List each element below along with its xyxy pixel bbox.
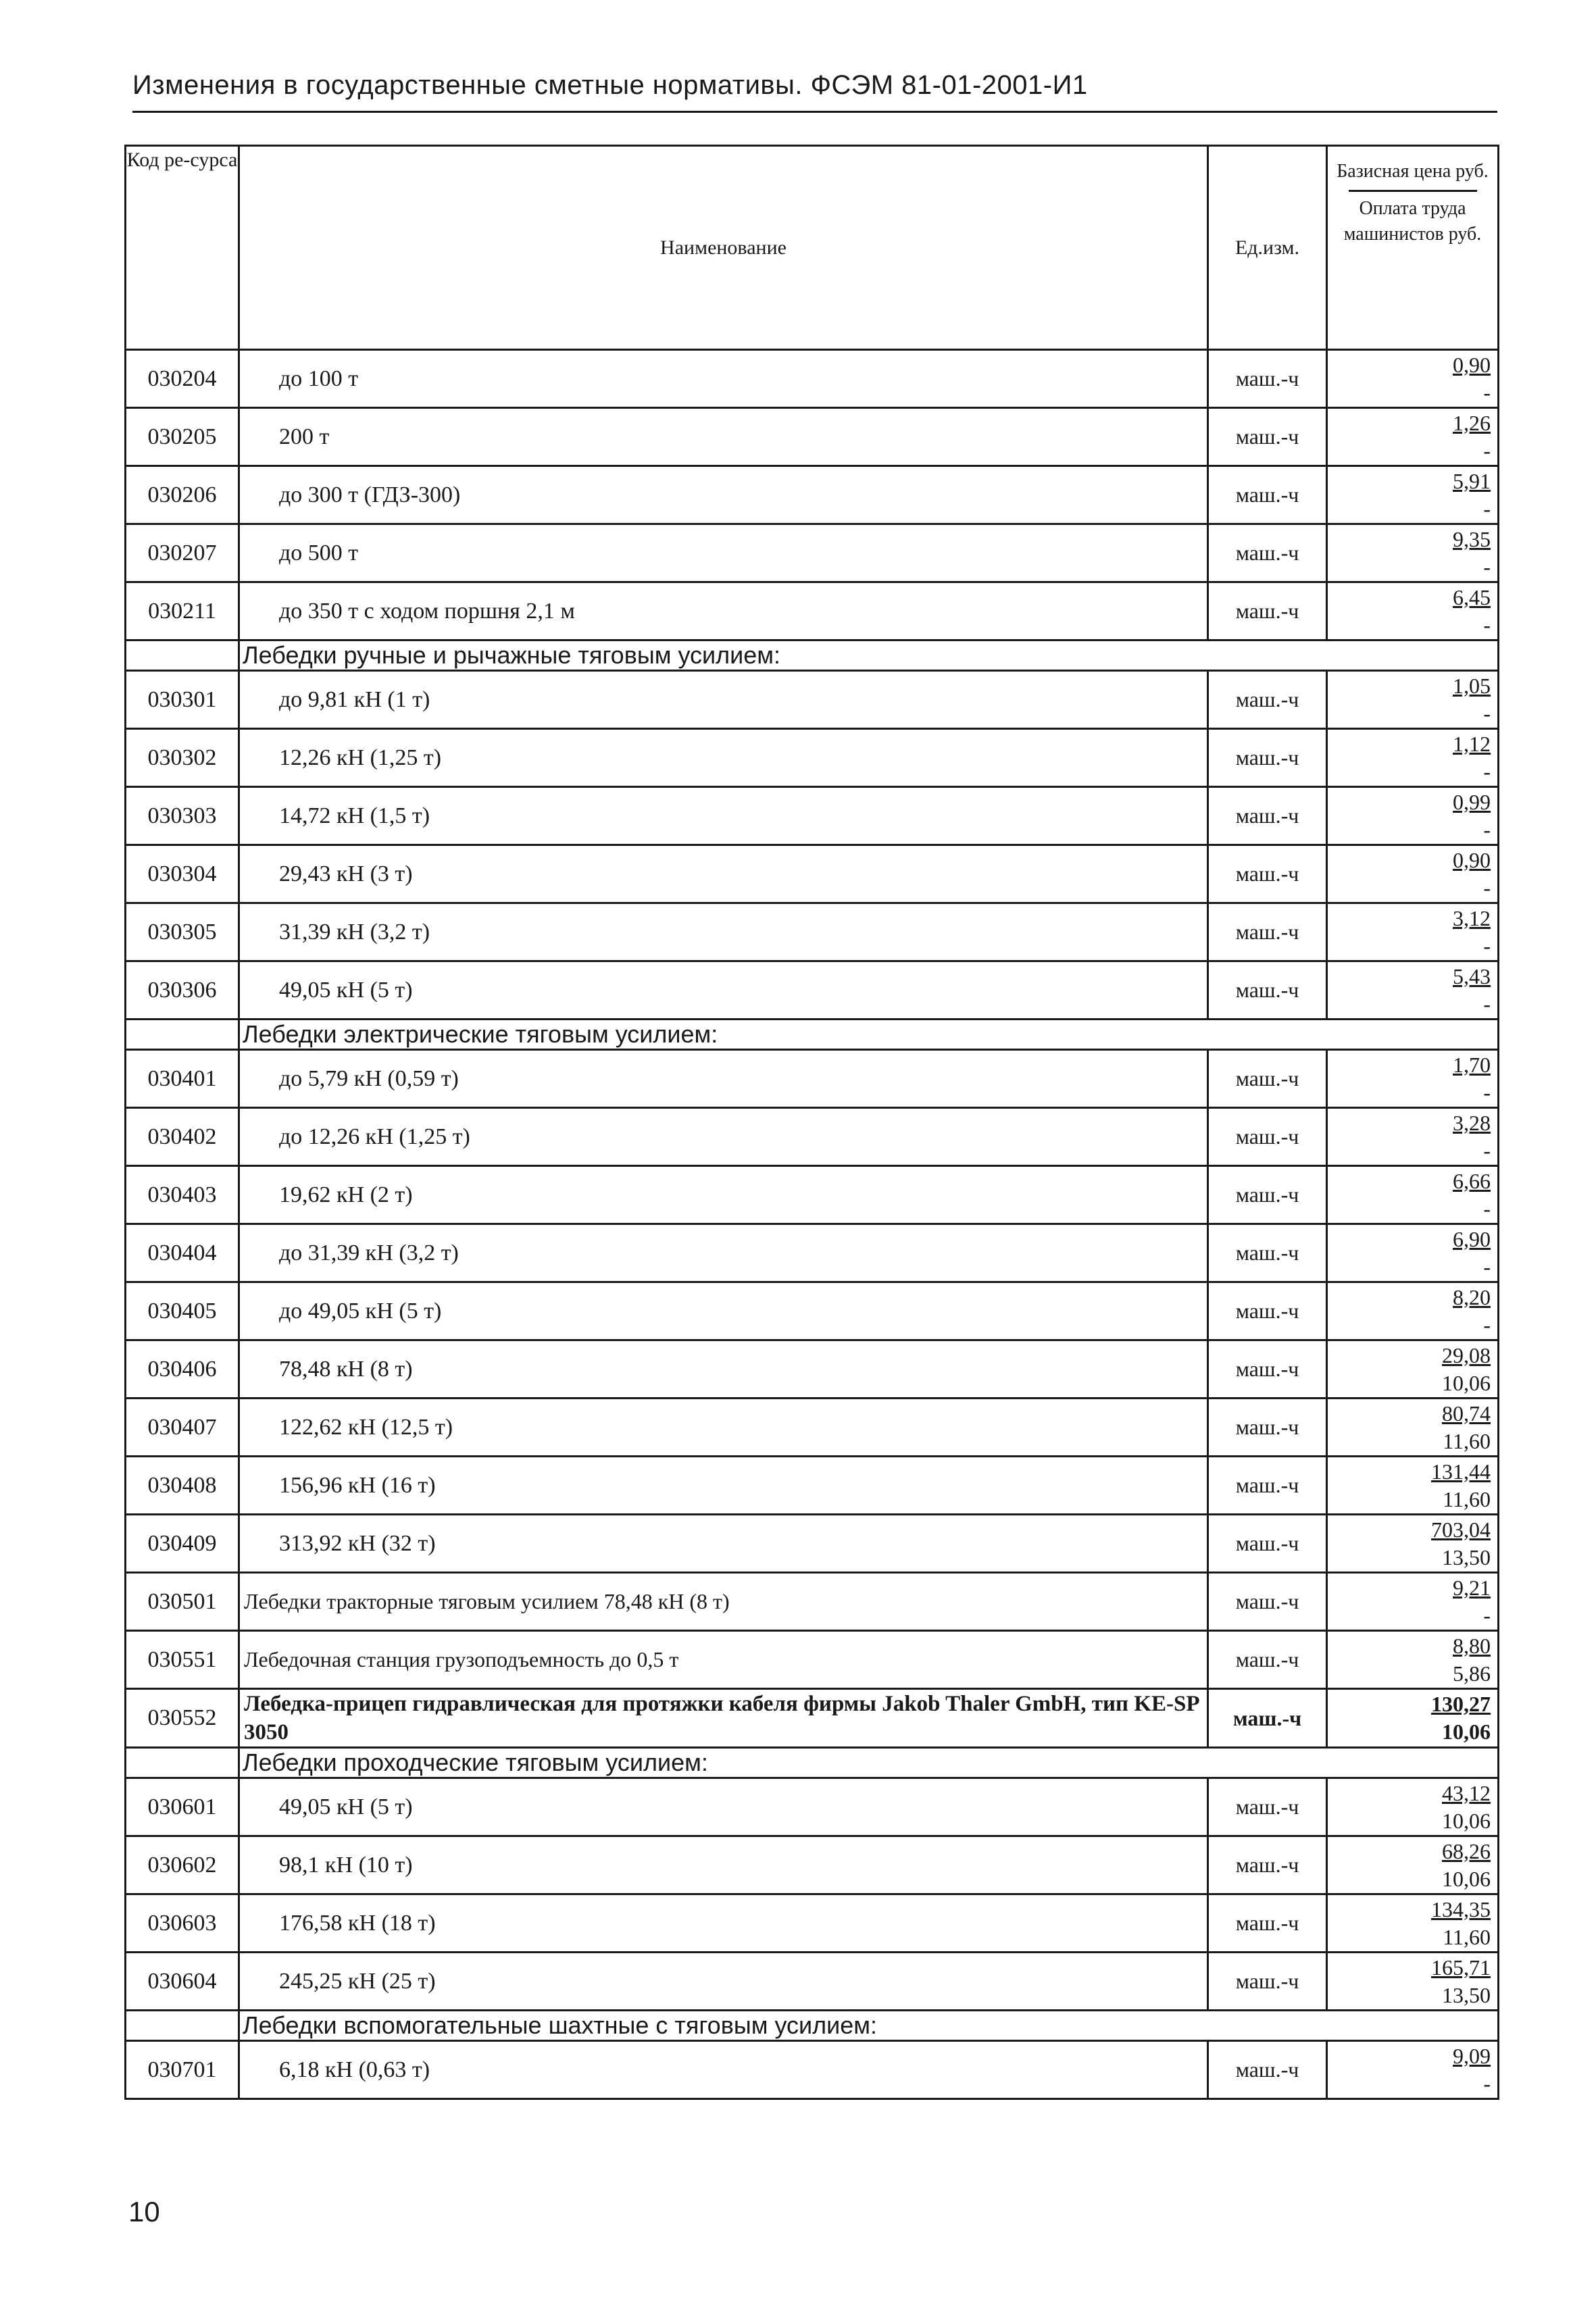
resource-unit: маш.-ч xyxy=(1208,1573,1327,1631)
section-title: Лебедки вспомогательные шахтные с тяговым усилием: xyxy=(239,2011,1499,2041)
price-cell xyxy=(1327,1224,1499,1282)
table-row xyxy=(126,671,1499,729)
resource-name: до 350 т с ходом поршня 2,1 м xyxy=(239,582,1208,640)
section-title: Лебедки ручные и рычажные тяговым усилием: xyxy=(239,640,1499,671)
resource-name: Лебедки тракторные тяговым усилием 78,48 кН (8 т) xyxy=(239,1573,1208,1631)
header-name: Наименование xyxy=(239,146,1208,350)
resource-name: до 12,26 кН (1,25 т) xyxy=(239,1108,1208,1166)
resource-name: 19,62 кН (2 т) xyxy=(239,1166,1208,1224)
resource-name: 200 т xyxy=(239,408,1208,466)
base-price: 9,09 xyxy=(1453,2043,1491,2068)
resource-name: 6,18 кН (0,63 т) xyxy=(239,2041,1208,2099)
table-row xyxy=(126,1399,1499,1457)
page-number: 10 xyxy=(128,2196,160,2228)
operator-pay: - xyxy=(1483,1196,1491,1221)
table-row xyxy=(126,1631,1499,1689)
price-cell xyxy=(1327,1282,1499,1340)
resource-code: 030303 xyxy=(126,787,239,845)
resource-name: 98,1 кН (10 т) xyxy=(239,1836,1208,1894)
price-cell xyxy=(1327,524,1499,582)
resource-unit: маш.-ч xyxy=(1208,1894,1327,1953)
base-price: 68,26 xyxy=(1442,1838,1491,1863)
section-code-cell xyxy=(126,1748,239,1778)
operator-pay: 10,06 xyxy=(1442,1719,1491,1744)
resource-unit: маш.-ч xyxy=(1208,1108,1327,1166)
resource-unit: маш.-ч xyxy=(1208,729,1327,787)
resource-code: 030302 xyxy=(126,729,239,787)
table-row xyxy=(126,350,1499,408)
resource-code: 030604 xyxy=(126,1953,239,2011)
resource-code: 030207 xyxy=(126,524,239,582)
price-cell xyxy=(1327,350,1499,408)
base-price: 6,45 xyxy=(1453,584,1491,609)
resource-unit: маш.-ч xyxy=(1208,1778,1327,1836)
operator-pay: - xyxy=(1483,817,1491,842)
resource-code: 030204 xyxy=(126,350,239,408)
section-code-cell xyxy=(126,640,239,671)
base-price: 1,12 xyxy=(1453,731,1491,756)
resource-name: 313,92 кН (32 т) xyxy=(239,1515,1208,1573)
base-price: 134,35 xyxy=(1431,1896,1491,1921)
base-price: 9,35 xyxy=(1453,526,1491,551)
table-row xyxy=(126,1778,1499,1836)
operator-pay: 10,06 xyxy=(1442,1808,1491,1833)
resource-unit: маш.-ч xyxy=(1208,408,1327,466)
resource-code: 030304 xyxy=(126,845,239,903)
resource-code: 030552 xyxy=(126,1689,239,1748)
base-price: 29,08 xyxy=(1442,1342,1491,1367)
table-body xyxy=(126,350,1499,2099)
resource-name: 156,96 кН (16 т) xyxy=(239,1457,1208,1515)
operator-pay: 11,60 xyxy=(1443,1486,1491,1511)
resource-name: 78,48 кН (8 т) xyxy=(239,1340,1208,1399)
resource-code: 030603 xyxy=(126,1894,239,1953)
operator-pay: - xyxy=(1483,2071,1491,2096)
price-cell xyxy=(1327,582,1499,640)
section-row xyxy=(126,640,1499,671)
operator-pay: 13,50 xyxy=(1442,1544,1491,1569)
base-price: 3,12 xyxy=(1453,905,1491,930)
resource-name: до 31,39 кН (3,2 т) xyxy=(239,1224,1208,1282)
section-row xyxy=(126,2011,1499,2041)
resource-unit: маш.-ч xyxy=(1208,1457,1327,1515)
section-title: Лебедки электрические тяговым усилием: xyxy=(239,1020,1499,1050)
operator-pay: 13,50 xyxy=(1442,1982,1491,2007)
resource-name: до 100 т xyxy=(239,350,1208,408)
resource-unit: маш.-ч xyxy=(1208,1399,1327,1457)
table-row xyxy=(126,1050,1499,1108)
resource-unit: маш.-ч xyxy=(1208,2041,1327,2099)
operator-pay: - xyxy=(1483,701,1491,726)
operator-pay: - xyxy=(1483,1254,1491,1279)
operator-pay: - xyxy=(1483,1603,1491,1628)
base-price: 130,27 xyxy=(1431,1692,1491,1716)
resource-code: 030404 xyxy=(126,1224,239,1282)
resource-name: до 500 т xyxy=(239,524,1208,582)
resource-unit: маш.-ч xyxy=(1208,961,1327,1020)
table-row xyxy=(126,787,1499,845)
operator-pay: - xyxy=(1483,380,1491,405)
resource-name: 122,62 кН (12,5 т) xyxy=(239,1399,1208,1457)
price-cell xyxy=(1327,1166,1499,1224)
resource-unit: маш.-ч xyxy=(1208,1224,1327,1282)
price-cell xyxy=(1327,1399,1499,1457)
table-row xyxy=(126,1108,1499,1166)
resource-code: 030306 xyxy=(126,961,239,1020)
base-price: 703,04 xyxy=(1431,1517,1491,1542)
resource-unit: маш.-ч xyxy=(1208,1515,1327,1573)
resource-unit: маш.-ч xyxy=(1208,787,1327,845)
operator-pay: - xyxy=(1483,554,1491,579)
table-row xyxy=(126,582,1499,640)
resource-code: 030403 xyxy=(126,1166,239,1224)
table-row xyxy=(126,408,1499,466)
resource-name: 49,05 кН (5 т) xyxy=(239,1778,1208,1836)
header-price-base: Базисная цена руб. xyxy=(1337,161,1489,182)
resource-table xyxy=(124,145,1499,2100)
resource-unit: маш.-ч xyxy=(1208,582,1327,640)
price-cell xyxy=(1327,1108,1499,1166)
resource-unit: маш.-ч xyxy=(1208,1282,1327,1340)
resource-code: 030501 xyxy=(126,1573,239,1631)
base-price: 5,43 xyxy=(1453,963,1491,988)
base-price: 1,70 xyxy=(1453,1052,1491,1077)
base-price: 80,74 xyxy=(1442,1401,1491,1426)
resource-name: 29,43 кН (3 т) xyxy=(239,845,1208,903)
price-cell xyxy=(1327,1689,1499,1748)
table-row xyxy=(126,1689,1499,1748)
operator-pay: - xyxy=(1483,1312,1491,1337)
base-price: 8,20 xyxy=(1453,1284,1491,1309)
table-row xyxy=(126,1836,1499,1894)
resource-unit: маш.-ч xyxy=(1208,1340,1327,1399)
section-code-cell xyxy=(126,1020,239,1050)
price-cell xyxy=(1327,1778,1499,1836)
resource-code: 030406 xyxy=(126,1340,239,1399)
section-title: Лебедки проходческие тяговым усилием: xyxy=(239,1748,1499,1778)
price-cell xyxy=(1327,408,1499,466)
resource-code: 030701 xyxy=(126,2041,239,2099)
header-rule xyxy=(132,111,1497,113)
table-row xyxy=(126,961,1499,1020)
resource-unit: маш.-ч xyxy=(1208,1050,1327,1108)
price-cell xyxy=(1327,961,1499,1020)
resource-unit: маш.-ч xyxy=(1208,466,1327,524)
resource-unit: маш.-ч xyxy=(1208,524,1327,582)
base-price: 0,90 xyxy=(1453,847,1491,872)
price-cell xyxy=(1327,1515,1499,1573)
table-row xyxy=(126,1340,1499,1399)
table-row xyxy=(126,903,1499,961)
resource-code: 030601 xyxy=(126,1778,239,1836)
resource-code: 030551 xyxy=(126,1631,239,1689)
operator-pay: - xyxy=(1483,496,1491,521)
document-header: Изменения в государственные сметные нормативы. ФСЭМ 81-01-2001-И1 xyxy=(132,70,1088,100)
resource-name: 176,58 кН (18 т) xyxy=(239,1894,1208,1953)
operator-pay: - xyxy=(1483,1080,1491,1105)
header-price xyxy=(1327,146,1499,350)
table-row xyxy=(126,729,1499,787)
price-cell xyxy=(1327,1340,1499,1399)
base-price: 1,05 xyxy=(1453,673,1491,698)
operator-pay: - xyxy=(1483,875,1491,900)
resource-unit: маш.-ч xyxy=(1208,903,1327,961)
section-row xyxy=(126,1020,1499,1050)
resource-name: 49,05 кН (5 т) xyxy=(239,961,1208,1020)
operator-pay: 10,06 xyxy=(1442,1370,1491,1395)
price-cell xyxy=(1327,1894,1499,1953)
resource-code: 030402 xyxy=(126,1108,239,1166)
resource-name: до 9,81 кН (1 т) xyxy=(239,671,1208,729)
resource-name: до 300 т (ГДЗ-300) xyxy=(239,466,1208,524)
table-row xyxy=(126,845,1499,903)
base-price: 8,80 xyxy=(1453,1633,1491,1658)
base-price: 5,91 xyxy=(1453,468,1491,493)
operator-pay: 11,60 xyxy=(1443,1428,1491,1453)
base-price: 131,44 xyxy=(1431,1459,1491,1484)
price-cell xyxy=(1327,845,1499,903)
header-code: Код ре-сурса xyxy=(126,146,239,350)
price-cell xyxy=(1327,2041,1499,2099)
price-cell xyxy=(1327,466,1499,524)
resource-name: до 5,79 кН (0,59 т) xyxy=(239,1050,1208,1108)
price-cell xyxy=(1327,1457,1499,1515)
operator-pay: - xyxy=(1483,612,1491,637)
resource-name: Лебедка-прицеп гидравлическая для протяжки кабеля фирмы Jakob Thaler GmbH, тип KE-SP 3050 xyxy=(239,1689,1208,1748)
table-row xyxy=(126,1166,1499,1224)
resource-code: 030401 xyxy=(126,1050,239,1108)
base-price: 3,28 xyxy=(1453,1110,1491,1135)
resource-unit: маш.-ч xyxy=(1208,671,1327,729)
resource-name: 245,25 кН (25 т) xyxy=(239,1953,1208,2011)
resource-unit: маш.-ч xyxy=(1208,350,1327,408)
resource-unit: маш.-ч xyxy=(1208,1953,1327,2011)
operator-pay: 5,86 xyxy=(1453,1661,1491,1686)
operator-pay: - xyxy=(1483,438,1491,463)
table-row xyxy=(126,1894,1499,1953)
resource-unit: маш.-ч xyxy=(1208,1166,1327,1224)
table-row xyxy=(126,2041,1499,2099)
resource-code: 030301 xyxy=(126,671,239,729)
operator-pay: 11,60 xyxy=(1443,1924,1491,1949)
price-cell xyxy=(1327,1050,1499,1108)
table-row xyxy=(126,1224,1499,1282)
table-row xyxy=(126,524,1499,582)
resource-code: 030405 xyxy=(126,1282,239,1340)
operator-pay: - xyxy=(1483,1138,1491,1163)
base-price: 6,66 xyxy=(1453,1168,1491,1193)
resource-name: 12,26 кН (1,25 т) xyxy=(239,729,1208,787)
price-cell xyxy=(1327,1953,1499,2011)
price-cell xyxy=(1327,729,1499,787)
resource-unit: маш.-ч xyxy=(1208,1631,1327,1689)
resource-code: 030409 xyxy=(126,1515,239,1573)
resource-unit: маш.-ч xyxy=(1208,1836,1327,1894)
resource-code: 030205 xyxy=(126,408,239,466)
base-price: 165,71 xyxy=(1431,1955,1491,1980)
table-row xyxy=(126,1457,1499,1515)
resource-name: 14,72 кН (1,5 т) xyxy=(239,787,1208,845)
resource-name: до 49,05 кН (5 т) xyxy=(239,1282,1208,1340)
resource-code: 030305 xyxy=(126,903,239,961)
operator-pay: - xyxy=(1483,759,1491,784)
base-price: 1,26 xyxy=(1453,410,1491,435)
resource-unit: маш.-ч xyxy=(1208,1689,1327,1748)
table-row xyxy=(126,1953,1499,2011)
base-price: 9,21 xyxy=(1453,1575,1491,1600)
table-row xyxy=(126,1573,1499,1631)
resource-code: 030211 xyxy=(126,582,239,640)
price-cell xyxy=(1327,1631,1499,1689)
header-price-rule xyxy=(1349,190,1477,192)
base-price: 6,90 xyxy=(1453,1226,1491,1251)
base-price: 43,12 xyxy=(1442,1780,1491,1805)
price-cell xyxy=(1327,787,1499,845)
resource-code: 030407 xyxy=(126,1399,239,1457)
table-row xyxy=(126,466,1499,524)
resource-code: 030206 xyxy=(126,466,239,524)
price-cell xyxy=(1327,671,1499,729)
price-cell xyxy=(1327,1836,1499,1894)
base-price: 0,90 xyxy=(1453,352,1491,377)
table-row xyxy=(126,1515,1499,1573)
price-cell xyxy=(1327,1573,1499,1631)
operator-pay: - xyxy=(1483,991,1491,1016)
table-row xyxy=(126,1282,1499,1340)
header-unit: Ед.изм. xyxy=(1208,146,1327,350)
price-cell xyxy=(1327,903,1499,961)
resource-unit: маш.-ч xyxy=(1208,845,1327,903)
operator-pay: - xyxy=(1483,933,1491,958)
operator-pay: 10,06 xyxy=(1442,1866,1491,1891)
header-price-pay: Оплата труда машинистов руб. xyxy=(1343,198,1482,245)
section-row xyxy=(126,1748,1499,1778)
resource-code: 030602 xyxy=(126,1836,239,1894)
base-price: 0,99 xyxy=(1453,789,1491,814)
resource-name: 31,39 кН (3,2 т) xyxy=(239,903,1208,961)
resource-name: Лебедочная станция грузоподъемность до 0,5 т xyxy=(239,1631,1208,1689)
resource-code: 030408 xyxy=(126,1457,239,1515)
section-code-cell xyxy=(126,2011,239,2041)
